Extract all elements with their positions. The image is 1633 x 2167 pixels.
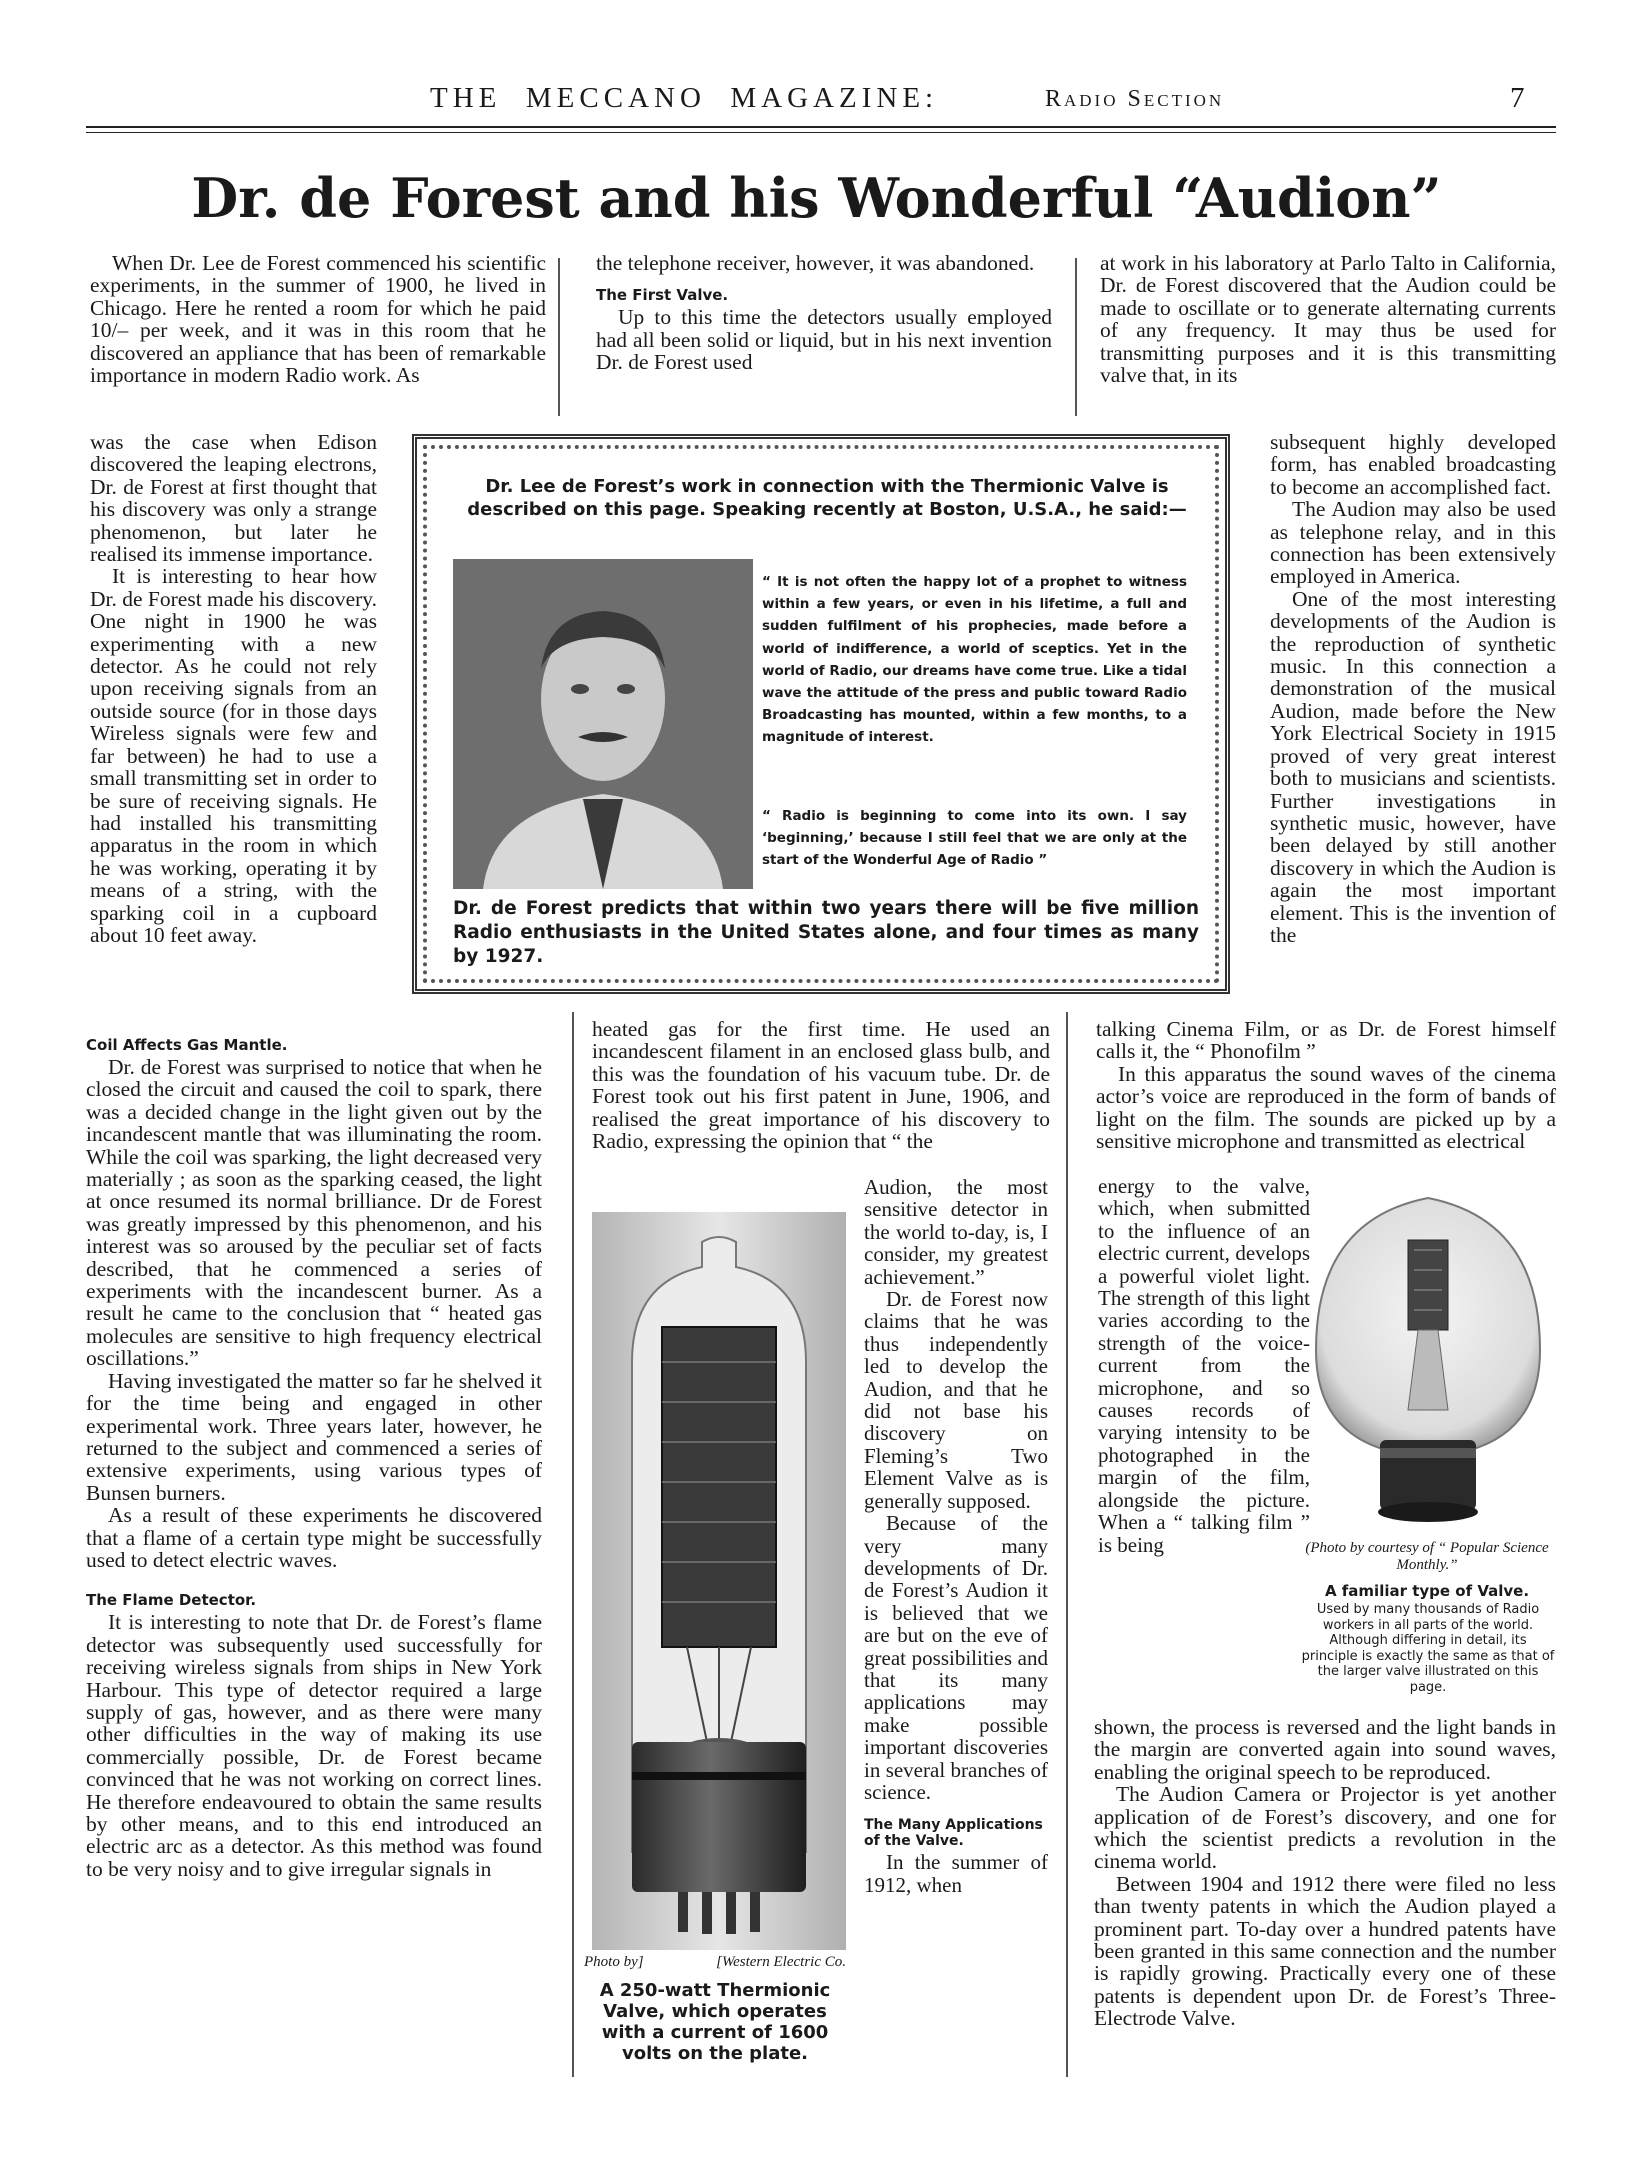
column-3-beside-box [1270,431,1556,946]
column-3-top [1100,252,1556,386]
column-2-narrow [864,1176,1048,1896]
paragraph: at work in his laboratory at Parlo Talto in California, Dr. de Forest discovered that the Audion could be made to oscillate or to generate alternating currents of any frequency. It may thus be used for transmitting purposes and it is this transmitting valve that, in its [1100,251,1556,388]
box-quote-1: “ It is not often the happy lot of a prophet to witness within a few years, or even in his lifetime, a full and sudden fulfilment of his prophecies, made before a world of indifference, a world of sceptics. Yet in the world of Radio, our dreams have come true. Like a tidal wave the attitude of the press and public toward Radio Broadcasting has mounted, within a few months, to a magnitude of interest. [762,574,1187,746]
column-2-top [596,252,1052,374]
paragraph: One of the most interesting developments of the Audion is the reproduction of synthetic music. In this connection a demonstration of the musical Audion, made before the New York Electrical Society in 1915 proved of very great interest both to musicians and scientists. Further investigations in synthetic music, however, have been delayed by still another discovery in which the Audion is again the most important element. This is the invention of the [1270,586,1556,947]
paragraph: Dr. de Forest was surprised to notice that when he closed the circuit and caused the coil to spark, there was a decided change in the light given out by the incandescent mantle that was illuminating the room. While the coil was sparking, the light decreased very materially ; as soon as the sparking ceased, the light at once resumed its normal brilliance. Dr de Forest was greatly impressed by this phenomenon, and his interest was so aroused by the peculiar set of facts described, that he commenced a series of experiments with the incandescent burner. As a result he came to the conclusion that “ heated gas molecules are sensitive to high frequency electrical oscillations.” [86,1055,542,1371]
subheading: Coil Affects Gas Mantle. [86,1036,288,1054]
paragraph: In this apparatus the sound waves of the cinema actor’s voice are reproduced in the form of bands of light on the film. The sounds are picked up by a sensitive microphone and transmitted as electrical [1096,1061,1556,1154]
paragraph: heated gas for the first time. He used an incandescent filament in an enclosed glass bulb, and this was the foundation of his vacuum tube. Dr. de Forest took out his first patent in June, 1906, and realised the great importance of his discovery to Radio, expressing the opinion that “ the [592,1017,1050,1154]
portrait-illustration [453,559,753,889]
paragraph: Up to this time the detectors usually employed had all been solid or liquid, but in his next invention Dr. de Forest used [596,305,1052,375]
thermionic-valve-illustration [592,1212,846,1950]
box-prediction: Dr. de Forest predicts that within two years there will be five million Radio enthusiasts in the United States alone, and four times as many by 1927. [453,898,1199,967]
paragraph: In the summer of 1912, when [864,1850,1048,1897]
valve-photo-caption: A 250-watt Thermionic Valve, which operates with a current of 1600 volts on the plate. [599,1980,831,2064]
column-rule-2a [1075,258,1077,416]
paragraph: When Dr. Lee de Forest commenced his scientific experiments, in the summer of 1900, he lived in Chicago. Here he rented a room for which he paid 10/– per week, and it was in this room that he discovered an appliance that has been of remarkable importance in modern Radio work. As [90,251,546,388]
paragraph: Because of the very many developments of Dr. de Forest’s Audion it is believed that we are but on the eve of great possibilities and that its many applications may make possible important discoveries in several branches of science. [864,1511,1048,1804]
column-1-bottom [86,1036,542,1880]
column-rule-1b [572,1012,574,2077]
small-photo-caption: Used by many thousands of Radio workers in all parts of the world. Although differing in detail, its principle is exactly the same as that of the larger valve illustrated on this page. [1301,1602,1555,1695]
paragraph: the telephone receiver, however, it was abandoned. [596,251,1035,275]
paragraph: Dr. de Forest now claims that he was thus independently led to develop the Audion, and that he did not base his discovery on Fleming’s Two Element Valve as is generally supposed. [864,1287,1048,1513]
paragraph: It is interesting to hear how Dr. de Forest made his discovery. One night in 1900 he was experimenting with a new detector. As he could not rely upon receiving signals from an outside source (for in those days Wireless signals were few and far between) he had to use a small transmitting set in order to be sure of receiving signals. He had installed his transmitting apparatus in the room in which he was working, operating it by means of a string, with the sparking coil in a cupboard about 10 feet away. [90,564,378,947]
photo-credit-right: [Western Electric Co. [716,1954,846,1970]
small-photo-title: A familiar type of Valve. [1324,1582,1530,1600]
article-title: Dr. de Forest and his Wonderful “Audion” [191,166,1442,230]
column-rule-2b [1066,1012,1068,2077]
subheading: The First Valve. [596,286,729,305]
familiar-valve-illustration [1300,1190,1556,1536]
running-header [0,82,1633,118]
paragraph: The Audion Camera or Projector is yet another application of de Forest’s discovery, and one for which the scientist predicts a revolution in the cinema world. [1094,1782,1556,1874]
quote-box [412,434,1230,994]
valve-photo-250-watt [592,1212,846,1950]
box-intro: Dr. Lee de Forest’s work in connection with the Thermionic Valve is described on this page. Speaking recently at Boston, U.S.A., he said:— [467,476,1187,520]
magazine-name: THE MECCANO MAGAZINE: [430,82,939,114]
paragraph: The Audion may also be used as telephone relay, and in this connection has been extensively employed in America. [1270,497,1556,589]
paragraph: Audion, the most sensitive detector in the world to-day, is, I consider, my greatest achievement.” [864,1175,1048,1289]
paragraph: It is interesting to note that Dr. de Forest’s flame detector was subsequently used successfully for receiving wireless signals from ships in New York Harbour. This type of detector required a large supply of gas, however, and as there were many other difficulties in the way of making its use commercially possible, Dr. de Forest became convinced that he was not working on correct lines. He therefore endeavoured to obtain the same results by other means, and to this end introduced an electric arc as a detector. As this method was found to be very noisy and to give irregular signals in [86,1610,542,1881]
page-number: 7 [1510,82,1525,114]
valve-photo-credit [584,1954,846,1971]
header-rule-bottom [86,132,1556,133]
photo-credit-left: Photo by] [584,1954,644,1970]
paragraph: Between 1904 and 1912 there were filed no less than twenty patents in which the Audion played a prominent part. To-day over a hundred patents have been granted in this same connection and the number is rapidly growing. Practically every one of these patents is dependent upon Dr. de Forest’s Three-Electrode Valve. [1094,1871,1556,2031]
column-rule-1a [558,258,560,416]
header-rule-top [86,126,1556,128]
column-2-middle [592,1018,1050,1152]
column-1-beside-box [90,431,377,946]
paragraph: subsequent highly developed form, has enabled broadcasting to become an accomplished fact. [1270,430,1556,499]
paragraph: As a result of these experiments he discovered that a flame of a certain type might be successfully used to detect electric waves. [86,1503,542,1572]
section-name: Radio Section [1045,86,1225,112]
paragraph: Having investigated the matter so far he shelved it for the time being and engaged in other experimental work. Three years later, however, he returned to the subject and commenced a series of extensive experiments, using various types of Bunsen burners. [86,1368,542,1505]
paragraph: shown, the process is reversed and the light bands in the margin are converted again into sound waves, enabling the original speech to be reproduced. [1094,1715,1556,1784]
column-3-bottom [1094,1716,1556,2030]
subheading: The Many Applications of the Valve. [864,1817,1043,1850]
column-1-top [90,252,546,386]
small-photo-credit: (Photo by courtesy of “ Popular Science Monthly.” [1305,1540,1549,1573]
subheading: The Flame Detector. [86,1591,257,1610]
column-3-narrow [1098,1175,1310,1556]
paragraph: energy to the valve, which, when submitted to the influence of an electric current, develops a powerful violet light. The strength of this light varies according to the strength of the voice-current from the microphone, and so causes records of varying intensity to be photographed in the margin of the film, alongside the picture. When a “ talking film ” is being [1098,1174,1310,1557]
paragraph: was the case when Edison discovered the leaping electrons, Dr. de Forest at first thought that his discovery was only a strange phenomenon, but later he realised its immense importance. [90,430,377,567]
paragraph: talking Cinema Film, or as Dr. de Forest himself calls it, the “ Phonofilm ” [1096,1017,1556,1064]
small-valve-photo [1300,1190,1556,1536]
de-forest-portrait [453,559,753,889]
box-quote-2: “ Radio is beginning to come into its own. I say ‘beginning,’ because I still feel that we are only at the start of the Wonderful Age of Radio ” [762,808,1187,868]
column-3-middle [1096,1018,1556,1152]
